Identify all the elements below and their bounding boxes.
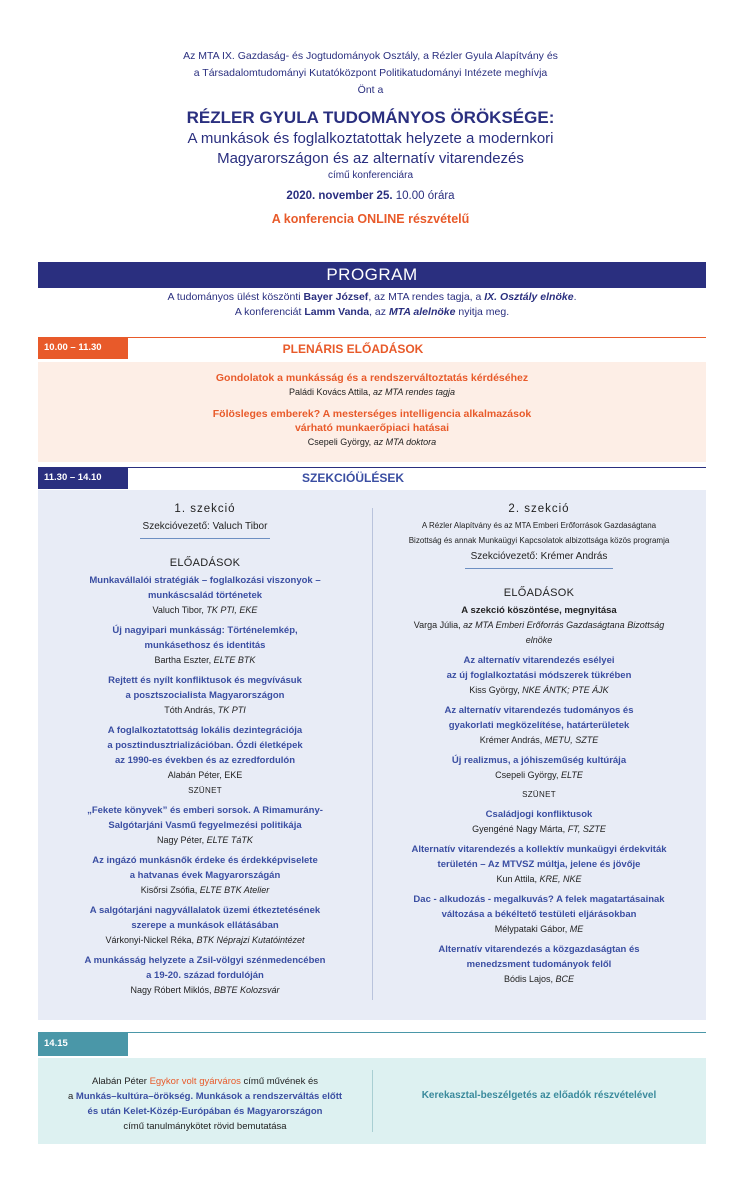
conference-date-line xyxy=(0,190,741,202)
talk-speaker xyxy=(382,922,696,937)
speaker-affiliation: TK PTI, EKE xyxy=(206,605,258,615)
speaker-name: Gyengéné Nagy Márta, xyxy=(472,824,568,834)
final-box xyxy=(38,1058,706,1144)
talk-title: A szekció köszöntése, megnyitása xyxy=(461,605,617,616)
welcome-role: IX. Osztály elnöke xyxy=(484,291,574,303)
welcome-speaker: Bayer József xyxy=(303,291,369,303)
talk-speaker xyxy=(382,972,696,987)
invitation-header xyxy=(0,48,741,226)
roundtable-note: Kerekasztal-beszélgetés az előadók részvételével xyxy=(421,1090,657,1101)
talk-title: A salgótarjáni nagyvállalatok üzemi étkeztetésének xyxy=(89,905,321,916)
talk-title: „Fekete könyvek” és emberi sorsok. A Rimamurány- xyxy=(87,805,323,816)
speaker-affiliation: az MTA Emberi Erőforrás Gazdaságtana Bizottság xyxy=(463,620,665,630)
talk-title: Alternatív vitarendezés a közgazdaságtan és xyxy=(438,944,640,955)
conference-subtitle: Magyarországon és az alternatív vitarendezés xyxy=(217,150,524,167)
talk-title: a 19-20. század fordulóján xyxy=(146,970,264,981)
invitation-line: Önt a xyxy=(357,84,384,96)
sessions-time-tag: 11.30 – 14.10 xyxy=(38,467,128,489)
welcome-text: A tudományos ülést köszönti xyxy=(167,291,304,303)
lectures-heading: ELŐADÁSOK xyxy=(169,557,241,569)
conference-time: 10.00 órára xyxy=(395,190,455,202)
book-presentation xyxy=(38,1074,372,1134)
speaker-affiliation: NKE ÁNTK; PTE ÁJK xyxy=(522,685,609,695)
talk-title: Új realizmus, a jóhiszeműség kultúrája xyxy=(451,755,627,766)
speaker-affiliation: ELTE TáTK xyxy=(206,835,253,845)
speaker-name: Nagy Péter, xyxy=(157,835,207,845)
leader-label: Szekcióvezető: xyxy=(142,521,213,532)
program-welcome xyxy=(38,290,706,320)
final-time-tag: 14.15 xyxy=(38,1032,128,1056)
conference-subtitle: A munkások és foglalkoztatottak helyzete a modernkori xyxy=(187,130,554,147)
talk-title: területén – Az MTVSZ múltja, jelene és jövője xyxy=(437,859,641,870)
speaker-affiliation: FT, SZTE xyxy=(567,824,606,834)
author-name: Alabán Péter xyxy=(91,1076,150,1087)
opening-text: nyitja meg. xyxy=(455,306,510,318)
final-rule xyxy=(128,1032,706,1033)
talk-title: Új nagyipari munkásság: Történelemkép, xyxy=(112,625,298,636)
welcome-text: . xyxy=(573,291,577,303)
speaker-name: Paládi Kovács Attila, xyxy=(288,387,373,397)
conference-label: című konferenciára xyxy=(327,170,414,181)
talk-title: szerepe a munkások ellátásában xyxy=(131,920,279,931)
section-heading: 1. szekció xyxy=(174,503,236,515)
speaker-affiliation: ME xyxy=(569,924,584,934)
section-2 xyxy=(382,490,696,987)
presentation-text: című művének és xyxy=(240,1076,318,1087)
talk-speaker xyxy=(48,653,362,668)
leader-label: Szekcióvezető: xyxy=(470,551,541,562)
talk-title: az 1990-es években és az ezredfordulón xyxy=(114,755,296,766)
speaker-name: Várkonyi-Nickel Réka, xyxy=(105,935,197,945)
talk-title: a posztszocialista Magyarországon xyxy=(125,690,285,701)
talk-title: Az alternatív vitarendezés esélyei xyxy=(463,655,615,666)
description-line: Bizottság és annak Munkaügyi Kapcsolatok albizottsága közös programja xyxy=(408,536,670,545)
talk-speaker xyxy=(48,933,362,948)
plenary-rule xyxy=(128,337,706,338)
speaker-name: Bódis Lajos, xyxy=(503,974,556,984)
speaker-name: Csepeli György, xyxy=(495,770,561,780)
talk-title: Alternatív vitarendezés a kollektív munkaügyi érdekviták xyxy=(411,844,667,855)
break-label: SZÜNET xyxy=(522,790,556,799)
welcome-text: , az MTA rendes tagja, a xyxy=(368,291,485,303)
talk-speaker xyxy=(382,768,696,783)
speaker-name: Csepeli György, xyxy=(307,437,374,447)
speaker-affiliation: METU, SZTE xyxy=(544,735,599,745)
talk-title: Munkavállalói stratégiák – foglalkozási viszonyok – xyxy=(89,575,321,586)
sessions-rule xyxy=(128,467,706,468)
conference-date: 2020. november 25. xyxy=(286,190,393,202)
talk-title: munkáscsalád történetek xyxy=(147,590,263,601)
talk-speaker: Alabán Péter, EKE xyxy=(167,770,243,780)
opening-text: , az xyxy=(369,306,389,318)
section-rule xyxy=(465,568,613,569)
plenary-talk-title: Gondolatok a munkásság és a rendszerváltoztatás kérdéséhez xyxy=(215,372,529,384)
volume-title: és után Kelet-Közép-Európában és Magyarországon xyxy=(87,1106,323,1117)
speaker-affiliation: ELTE xyxy=(561,770,583,780)
conference-title: RÉZLER GYULA TUDOMÁNYOS ÖRÖKSÉGE: xyxy=(186,108,555,127)
speaker-affiliation: BBTE Kolozsvár xyxy=(214,985,280,995)
leader-name: Valuch Tibor xyxy=(212,521,268,532)
section-rule xyxy=(140,538,270,539)
talk-title: az új foglalkoztatási módszerek tükrében xyxy=(446,670,632,681)
talk-title: Dac - alkudozás - megalkuvás? A felek magatartásainak xyxy=(413,894,665,905)
speaker-name: Varga Júlia, xyxy=(413,620,464,630)
opening-speaker: Lamm Vanda xyxy=(304,306,370,318)
plenary-talk-title: Fölösleges emberek? A mesterséges intelligencia alkalmazások xyxy=(212,408,532,420)
talk-speaker xyxy=(48,603,362,618)
speaker-name: Mélypataki Gábor, xyxy=(494,924,570,934)
speaker-name: Bartha Eszter, xyxy=(154,655,214,665)
talk-title: változása a békéltető testületi eljárásokban xyxy=(441,909,637,920)
plenary-talk-speaker xyxy=(38,385,706,399)
talk-title: Családjogi konfliktusok xyxy=(485,809,593,820)
speaker-name: Kisőrsi Zsófia, xyxy=(140,885,200,895)
talk-title: a hatvanas évek Magyarországán xyxy=(129,870,281,881)
plenary-talk-title: várható munkaerőpiaci hatásai xyxy=(294,422,450,434)
talk-title: munkásethosz és identitás xyxy=(144,640,266,651)
presentation-line xyxy=(38,1074,372,1089)
speaker-name: Kiss György, xyxy=(469,685,523,695)
book-title: Egykor volt gyárváros xyxy=(149,1076,241,1087)
online-notice: A konferencia ONLINE részvételű xyxy=(271,212,470,226)
section-description xyxy=(382,518,696,548)
section-1 xyxy=(48,490,362,998)
plenary-box xyxy=(38,362,706,462)
speaker-name: Nagy Róbert Miklós, xyxy=(130,985,214,995)
volume-title: Munkás–kultúra–örökség. Munkások a rendszerváltás előtt xyxy=(75,1091,343,1102)
speaker-name: Krémer András, xyxy=(479,735,545,745)
speaker-affiliation: TK PTI xyxy=(217,705,246,715)
talk-title: menedzsment tudományok felől xyxy=(466,959,612,970)
opening-line xyxy=(38,305,706,320)
talk-speaker xyxy=(48,883,362,898)
speaker-affiliation: ELTE BTK xyxy=(213,655,256,665)
speaker-affiliation: BCE xyxy=(555,974,575,984)
speaker-affiliation: BTK Néprajzi Kutatóintézet xyxy=(196,935,305,945)
talk-speaker xyxy=(382,733,696,748)
talk-speaker xyxy=(382,683,696,698)
speaker-affiliation: KRE, NKE xyxy=(539,874,582,884)
column-separator xyxy=(372,508,373,1000)
speaker-affiliation: az MTA doktora xyxy=(373,437,437,447)
talk-title: Rejtett és nyílt konfliktusok és megvívásuk xyxy=(108,675,302,686)
plenary-time-tag: 10.00 – 11.30 xyxy=(38,337,128,359)
description-line: A Rézler Alapítvány és az MTA Emberi Erőforrások Gazdaságtana xyxy=(421,521,657,530)
talk-speaker xyxy=(48,983,362,998)
sessions-box xyxy=(38,490,706,1020)
talk-title: A munkásság helyzete a Zsil-völgyi szénmedencében xyxy=(84,955,326,966)
leader-name: Krémer András xyxy=(540,551,608,562)
plenary-talk-speaker xyxy=(38,435,706,449)
talk-title: Az alternatív vitarendezés tudományos és xyxy=(444,705,634,716)
break-label: SZÜNET xyxy=(188,786,222,795)
talk-title: Az ingázó munkásnők érdeke és érdekképviselete xyxy=(92,855,318,866)
column-separator xyxy=(372,1070,373,1132)
talk-title: A foglalkoztatottság lokális dezintegrációja xyxy=(107,725,303,736)
invitation-line: Az MTA IX. Gazdaság- és Jogtudományok Osztály, a Rézler Gyula Alapítvány és xyxy=(183,50,558,62)
talk-speaker xyxy=(382,618,696,633)
section-heading: 2. szekció xyxy=(508,503,570,515)
speaker-affiliation: ELTE BTK Atelier xyxy=(199,885,270,895)
presentation-line xyxy=(38,1089,372,1104)
opening-text: A konferenciát xyxy=(234,306,305,318)
talk-speaker xyxy=(382,872,696,887)
sessions-title: SZEKCIÓÜLÉSEK xyxy=(301,471,404,485)
presentation-line: című tanulmánykötet rövid bemutatása xyxy=(123,1121,287,1132)
program-title-bar: PROGRAM xyxy=(38,262,706,288)
talk-title: Salgótarjáni Vasmű fegyelmezési politikája xyxy=(108,820,302,831)
plenary-title: PLENÁRIS ELŐADÁSOK xyxy=(282,342,424,356)
speaker-affiliation: az MTA rendes tagja xyxy=(373,387,456,397)
talk-speaker xyxy=(48,833,362,848)
talk-title: gyakorlati megközelítése, határterületek xyxy=(448,720,630,731)
speaker-name: Valuch Tibor, xyxy=(152,605,207,615)
talk-title: a posztindusztrializációban. Ózdi életképek xyxy=(107,740,303,751)
welcome-line xyxy=(38,290,706,305)
invitation-line: a Társadalomtudományi Kutatóközpont Politikatudományi Intézete meghívja xyxy=(193,67,548,79)
section-leader xyxy=(48,521,362,532)
talk-speaker xyxy=(48,703,362,718)
section-leader xyxy=(382,551,696,562)
presentation-text: a xyxy=(67,1091,76,1102)
speaker-name: Tóth András, xyxy=(164,705,218,715)
speaker-affiliation: elnöke xyxy=(525,635,553,645)
talk-speaker xyxy=(382,822,696,837)
opening-role: MTA alelnöke xyxy=(388,306,456,318)
lectures-heading: ELŐADÁSOK xyxy=(503,587,575,599)
speaker-name: Kun Attila, xyxy=(496,874,540,884)
